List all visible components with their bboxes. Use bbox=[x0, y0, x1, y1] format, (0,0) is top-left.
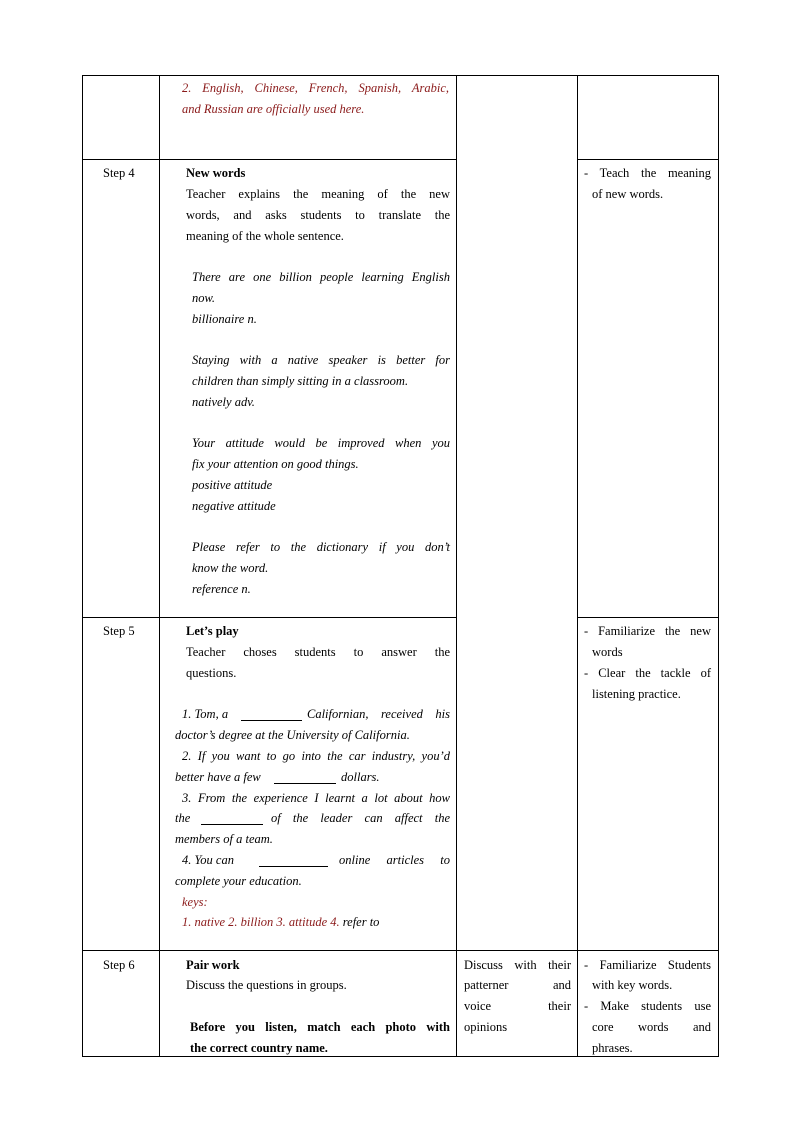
step4-intro-line3: meaning of the whole sentence. bbox=[186, 229, 344, 243]
blank-q4 bbox=[259, 852, 328, 867]
step5-q1-line2: doctor’s degree at the University of California. bbox=[175, 728, 410, 742]
step4-ex2-line1: Staying with a native speaker is better for bbox=[192, 353, 450, 367]
step5-q1-start: 1. Tom, a bbox=[182, 707, 229, 721]
step4-ex3-line4: negative attitude bbox=[192, 499, 276, 513]
step6-goal-line2: with key words. bbox=[592, 978, 673, 992]
step5-goal-line2: words bbox=[592, 645, 623, 659]
step4-ex3-line3: positive attitude bbox=[192, 478, 273, 492]
step6-intro: Discuss the questions in groups. bbox=[186, 978, 347, 992]
step5-q4-line2: complete your education. bbox=[175, 874, 302, 888]
step4-intro-line2: words, and asks students to translate the bbox=[186, 208, 450, 222]
step5-intro-line2: questions. bbox=[186, 666, 237, 680]
row-divider-step6 bbox=[82, 950, 719, 951]
step4-goal-line1: - Teach the meaning bbox=[584, 166, 711, 180]
blank-q3 bbox=[201, 810, 263, 825]
step5-q3-line3: members of a team. bbox=[175, 832, 273, 846]
step6-heading: Pair work bbox=[186, 958, 240, 972]
step6-goal-line4: core words and bbox=[592, 1020, 711, 1034]
step5-goal-line3: - Clear the tackle of bbox=[584, 666, 711, 680]
step5-keys-black: refer to bbox=[342, 915, 380, 929]
step4-ex1-line2: now. bbox=[192, 291, 216, 305]
step5-label: Step 5 bbox=[103, 624, 135, 638]
step6-goal-line5: phrases. bbox=[592, 1041, 633, 1055]
step6-activity-line1: Discuss with their bbox=[464, 958, 571, 972]
step4-ex4-line3: reference n. bbox=[192, 582, 251, 596]
step6-activity-line3: voice their bbox=[464, 999, 571, 1013]
step4-ex1-line1: There are one billion people learning English bbox=[192, 270, 450, 284]
step5-q1-end: Californian, received his bbox=[307, 707, 450, 721]
table-border-left bbox=[82, 75, 83, 1057]
step5-intro-line1: Teacher choses students to answer the bbox=[186, 645, 450, 659]
step6-activity-line4: opinions bbox=[464, 1020, 508, 1034]
step5-q4-start: 4. You can bbox=[182, 853, 234, 867]
row0-line2: and Russian are officially used here. bbox=[182, 102, 365, 116]
step4-ex2-line3: natively adv. bbox=[192, 395, 255, 409]
step6-goal-line1: - Familiarize Students bbox=[584, 958, 711, 972]
row-divider-step5 bbox=[82, 617, 457, 618]
step5-goal-line4: listening practice. bbox=[592, 687, 681, 701]
column-divider-3 bbox=[577, 75, 578, 1057]
step6-goal-line3: - Make students use bbox=[584, 999, 711, 1013]
blank-q2 bbox=[274, 769, 336, 784]
table-border-right bbox=[718, 75, 719, 1057]
step5-q3-start: the bbox=[175, 811, 191, 825]
step4-heading: New words bbox=[186, 166, 246, 180]
step5-heading: Let’s play bbox=[186, 624, 239, 638]
step4-ex2-line2: children than simply sitting in a classroom. bbox=[192, 374, 409, 388]
step5-q3-line1: 3. From the experience I learnt a lot about how bbox=[182, 791, 450, 805]
step4-ex4-line1: Please refer to the dictionary if you don’t bbox=[192, 540, 450, 554]
step5-q4-end: online articles to bbox=[339, 853, 450, 867]
table-border-top bbox=[82, 75, 719, 76]
step5-q2-start: better have a few bbox=[175, 770, 261, 784]
row-divider-step5-goal bbox=[577, 617, 719, 618]
step5-q2-line1: 2. If you want to go into the car industry, you’d bbox=[182, 749, 450, 763]
row-divider-step4 bbox=[82, 159, 457, 160]
row-divider-step4-goal bbox=[577, 159, 719, 160]
step5-q3-end: of the leader can affect the bbox=[271, 811, 450, 825]
step4-ex4-line2: know the word. bbox=[192, 561, 269, 575]
step4-ex3-line2: fix your attention on good things. bbox=[192, 457, 359, 471]
step4-ex1-line3: billionaire n. bbox=[192, 312, 257, 326]
column-divider-2 bbox=[456, 75, 457, 1057]
step5-goal-line1: - Familiarize the new bbox=[584, 624, 711, 638]
step5-keys-red: 1. native 2. billion 3. attitude 4. bbox=[182, 915, 340, 929]
step4-ex3-line1: Your attitude would be improved when you bbox=[192, 436, 450, 450]
row0-line1: 2. English, Chinese, French, Spanish, Arabic, bbox=[182, 81, 449, 95]
blank-q1 bbox=[241, 706, 302, 721]
step5-keys-answers bbox=[182, 912, 379, 933]
column-divider-1 bbox=[159, 75, 160, 1057]
step6-bold-line2: the correct country name. bbox=[190, 1041, 328, 1055]
step6-activity-line2: patterner and bbox=[464, 978, 571, 992]
step4-goal-line2: of new words. bbox=[592, 187, 664, 201]
step5-keys-label: keys: bbox=[182, 895, 208, 909]
step6-bold-line1: Before you listen, match each photo with bbox=[190, 1020, 450, 1034]
step4-label: Step 4 bbox=[103, 166, 135, 180]
step5-q2-end: dollars. bbox=[341, 770, 380, 784]
step6-label: Step 6 bbox=[103, 958, 135, 972]
step4-intro-line1: Teacher explains the meaning of the new bbox=[186, 187, 450, 201]
